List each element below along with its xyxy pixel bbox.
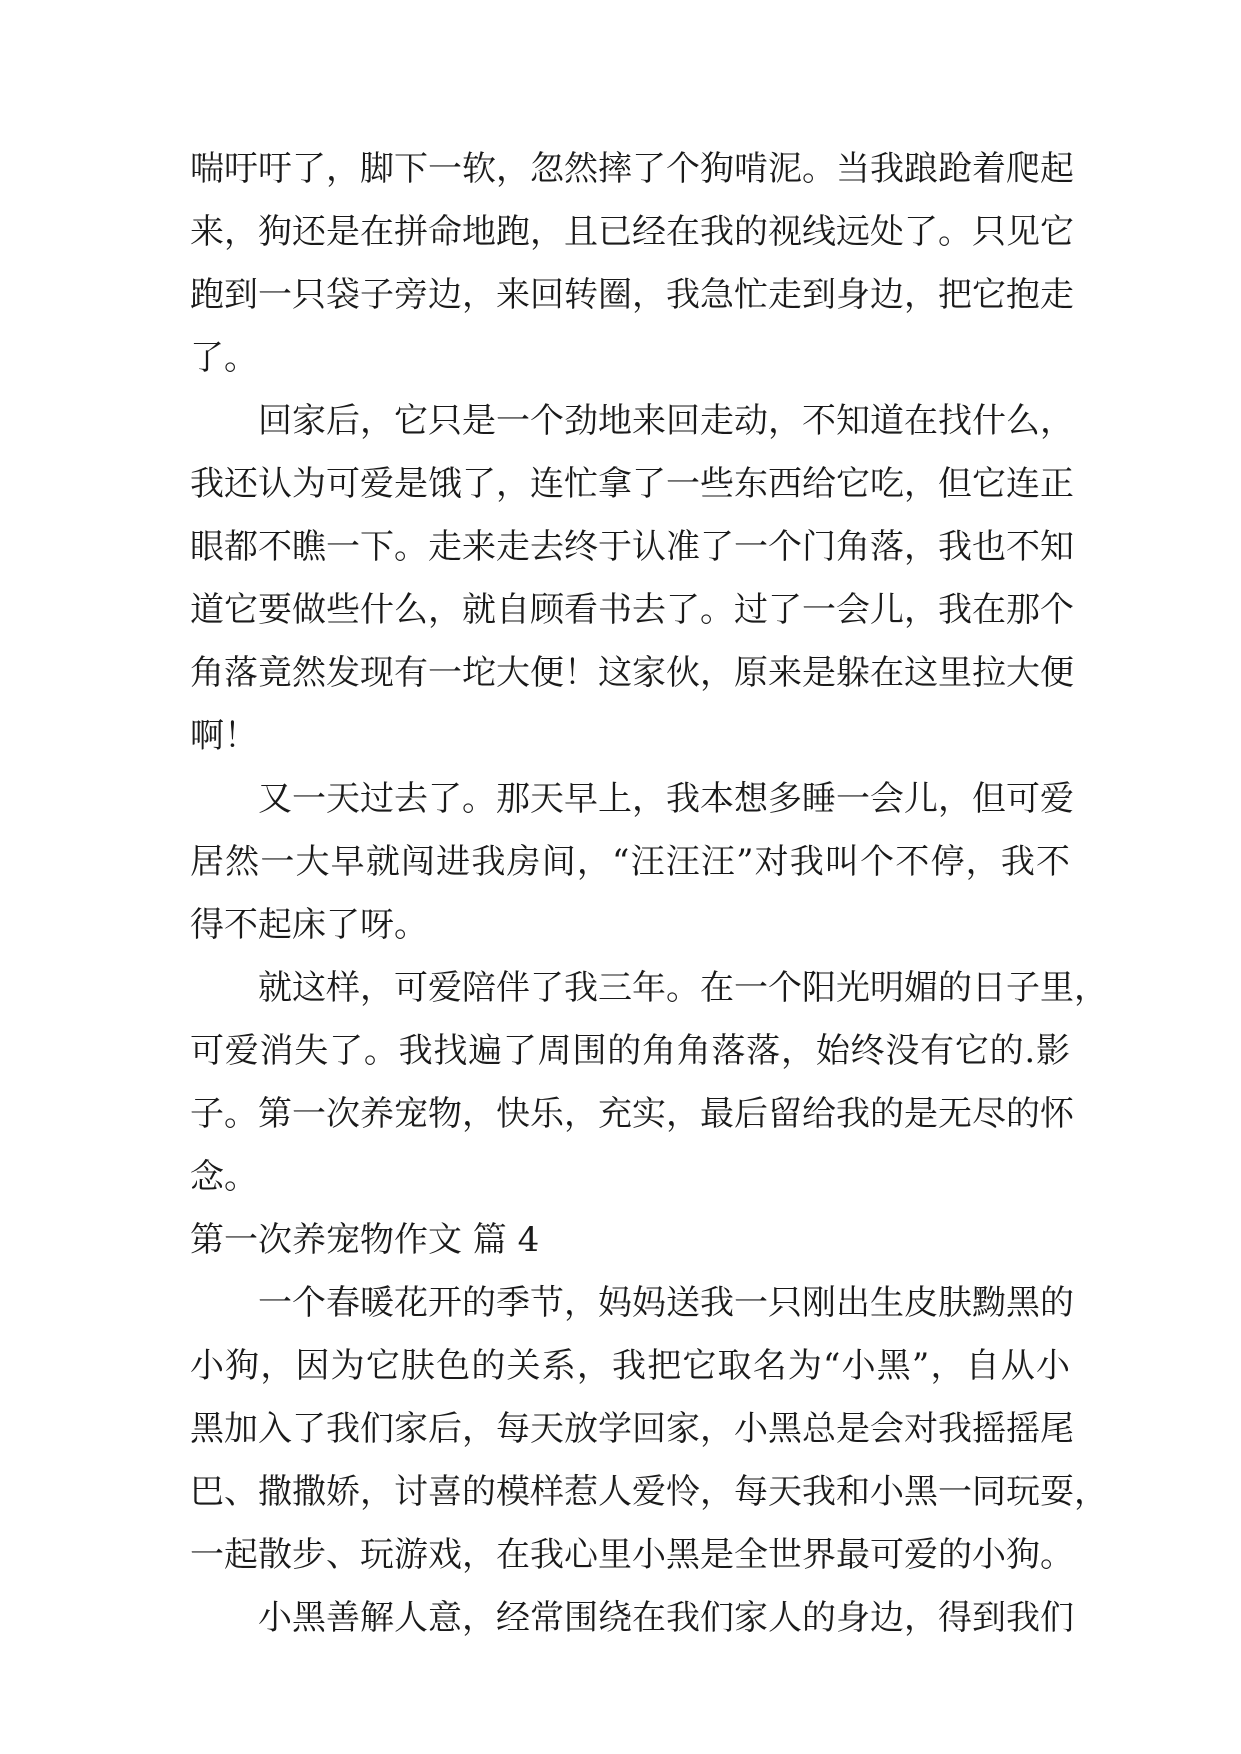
section-heading: 第一次养宠物作文 篇 4 — [190, 1220, 540, 1260]
text-line: 可爱消失了。我找遍了周围的角角落落，始终没有它的.影 — [190, 1031, 1070, 1071]
text-line: 念。 — [190, 1157, 258, 1197]
text-line: 啊！ — [190, 716, 258, 756]
paragraph-first-line: 小黑善解人意，经常围绕在我们家人的身边，得到我们 — [258, 1598, 1074, 1638]
paragraph-first-line: 回家后，它只是一个劲地来回走动，不知道在找什么， — [258, 401, 1074, 441]
text-line: 居然一大早就闯进我房间，“汪汪汪”对我叫个不停，我不 — [190, 842, 1070, 882]
paragraph-first-line: 又一天过去了。那天早上，我本想多睡一会儿，但可爱 — [258, 779, 1074, 819]
paragraph-first-line: 就这样，可爱陪伴了我三年。在一个阳光明媚的日子里， — [258, 968, 1108, 1008]
text-line: 来，狗还是在拼命地跑，且已经在我的视线远处了。只见它 — [190, 212, 1074, 252]
text-line: 眼都不瞧一下。走来走去终于认准了一个门角落，我也不知 — [190, 527, 1074, 567]
text-line: 我还认为可爱是饿了，连忙拿了一些东西给它吃，但它连正 — [190, 464, 1074, 504]
text-line: 了。 — [190, 338, 258, 378]
text-line: 得不起床了呀。 — [190, 905, 428, 945]
text-line: 喘吁吁了，脚下一软，忽然摔了个狗啃泥。当我踉跄着爬起 — [190, 149, 1074, 189]
text-line: 跑到一只袋子旁边，来回转圈，我急忙走到身边，把它抱走 — [190, 275, 1074, 315]
text-line: 一起散步、玩游戏，在我心里小黑是全世界最可爱的小狗。 — [190, 1535, 1074, 1575]
text-line: 角落竟然发现有一坨大便！这家伙，原来是躲在这里拉大便 — [190, 653, 1074, 693]
text-line: 小狗，因为它肤色的关系，我把它取名为“小黑”，自从小 — [190, 1346, 1070, 1386]
text-line: 子。第一次养宠物，快乐，充实，最后留给我的是无尽的怀 — [190, 1094, 1074, 1134]
text-line: 黑加入了我们家后，每天放学回家，小黑总是会对我摇摇尾 — [190, 1409, 1074, 1449]
text-line: 道它要做些什么，就自顾看书去了。过了一会儿，我在那个 — [190, 590, 1074, 630]
paragraph-first-line: 一个春暖花开的季节，妈妈送我一只刚出生皮肤黝黑的 — [258, 1283, 1074, 1323]
text-line: 巴、撒撒娇，讨喜的模样惹人爱怜，每天我和小黑一同玩耍， — [190, 1472, 1108, 1512]
